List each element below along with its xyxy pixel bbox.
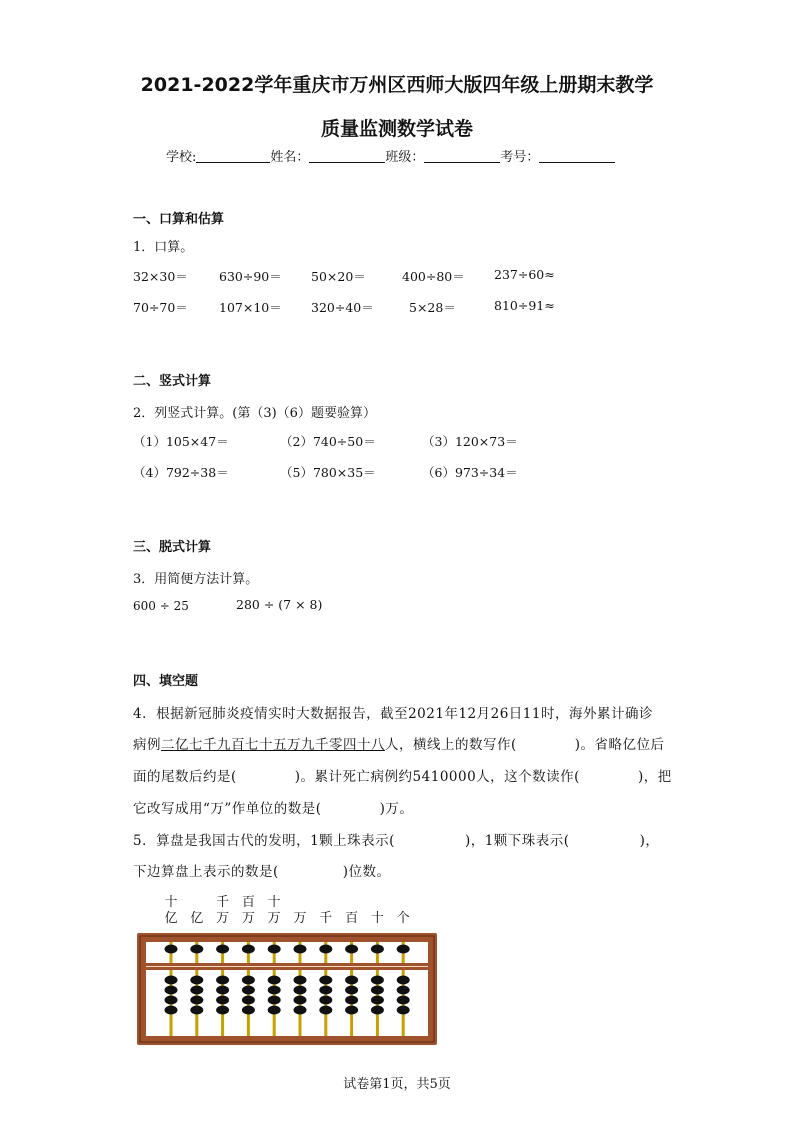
text: )万。 (379, 801, 414, 817)
calc-item: 630÷90＝ (219, 269, 282, 284)
vertical-calc-item: （3）120×73＝ (422, 434, 518, 449)
question-1: 1．口算。 (133, 240, 194, 255)
abacus-upper-bead (345, 945, 358, 954)
section-2-title: 二、竖式计算 (133, 374, 212, 389)
exam-no-label: 考号： (500, 150, 540, 165)
text: 面的尾数后约是( (133, 769, 237, 785)
abacus-lower-bead (242, 996, 255, 1005)
abacus-lower-bead (319, 976, 332, 985)
vertical-calc-item: （4）792÷38＝ (133, 465, 229, 480)
text: )，1颗下珠表示( (464, 833, 570, 849)
section-3-title: 三、脱式计算 (133, 540, 212, 555)
question-4-line-2 (133, 733, 665, 753)
question-5-line-2 (133, 860, 391, 880)
abacus-lower-bead (294, 986, 307, 995)
abacus-lower-bead (397, 1006, 410, 1015)
abacus-label-bottom: 万 (267, 911, 281, 926)
expression-1: 600 ÷ 25 (133, 599, 189, 613)
exam-no-blank[interactable] (539, 149, 615, 163)
calc-item: 237÷60≈ (494, 267, 555, 282)
abacus (133, 895, 443, 1055)
student-info (166, 146, 615, 165)
abacus-lower-bead (165, 976, 178, 985)
underlined-number: 二亿七千九百七十五万九千零四十八 (161, 737, 385, 753)
abacus-label-bottom: 亿 (164, 911, 178, 926)
class-label: 班级： (385, 150, 425, 165)
calc-item: 810÷91≈ (494, 298, 555, 313)
abacus-lower-bead (190, 986, 203, 995)
question-4-line-1: 4．根据新冠肺炎疫情实时大数据报告，截至2021年12月26日11时，海外累计确诊 (133, 706, 653, 722)
abacus-lower-bead (371, 1006, 384, 1015)
abacus-inner (146, 942, 428, 1036)
abacus-lower-bead (397, 996, 410, 1005)
calc-item: 5×28＝ (409, 300, 456, 315)
abacus-upper-bead (319, 945, 332, 954)
abacus-upper-bead (268, 945, 281, 954)
abacus-lower-bead (319, 996, 332, 1005)
abacus-label-bottom: 万 (241, 911, 255, 926)
abacus-lower-bead (165, 986, 178, 995)
abacus-label-bottom: 万 (216, 911, 230, 926)
abacus-lower-bead (319, 986, 332, 995)
text: 病例 (133, 737, 161, 753)
abacus-lower-bead (294, 1006, 307, 1015)
abacus-upper-bead (165, 945, 178, 954)
abacus-lower-bead (268, 986, 281, 995)
section-1-title: 一、口算和估算 (133, 212, 225, 227)
abacus-lower-bead (216, 996, 229, 1005)
vertical-calc-item: （5）780×35＝ (280, 465, 376, 480)
text: 它改写成用“万”作单位的数是( (133, 801, 322, 817)
abacus-lower-bead (165, 996, 178, 1005)
abacus-label-bottom: 十 (370, 911, 384, 926)
abacus-label-top: 千 (216, 895, 230, 910)
question-4-line-3 (133, 765, 672, 785)
abacus-lower-bead (242, 986, 255, 995)
abacus-lower-bead (371, 986, 384, 995)
school-label: 学校: (166, 150, 197, 165)
text: )，把 (637, 769, 672, 785)
abacus-label-top: 十 (267, 895, 281, 910)
name-label: 姓名： (270, 150, 310, 165)
vertical-calc-item: （1）105×47＝ (133, 434, 229, 449)
abacus-lower-bead (216, 976, 229, 985)
vertical-calc-item: （2）740÷50＝ (280, 434, 376, 449)
abacus-figure (133, 895, 443, 1055)
abacus-lower-bead (190, 1006, 203, 1015)
abacus-lower-bead (190, 976, 203, 985)
abacus-lower-bead (268, 976, 281, 985)
calc-item: 32×30＝ (133, 269, 188, 284)
section-4-title: 四、填空题 (133, 674, 199, 689)
abacus-lower-bead (371, 996, 384, 1005)
abacus-label-top: 百 (241, 895, 255, 910)
abacus-lower-bead (345, 976, 358, 985)
calc-item: 70÷70＝ (133, 300, 188, 315)
text: 下边算盘上表示的数是( (133, 864, 279, 880)
abacus-lower-bead (345, 986, 358, 995)
abacus-upper-bead (190, 945, 203, 954)
title-line-2: 质量监测数学试卷 (320, 118, 473, 140)
abacus-upper-bead (371, 945, 384, 954)
abacus-lower-bead (397, 976, 410, 985)
abacus-label-bottom: 万 (293, 911, 307, 926)
abacus-upper-bead (294, 945, 307, 954)
name-blank[interactable] (309, 149, 385, 163)
abacus-label-bottom: 百 (345, 911, 359, 926)
text: )。省略亿位后 (574, 737, 665, 753)
calc-item: 50×20＝ (311, 269, 366, 284)
abacus-lower-bead (345, 1006, 358, 1015)
abacus-lower-bead (165, 1006, 178, 1015)
text: 人，横线上的数写作( (385, 737, 517, 753)
text: )位数。 (342, 864, 391, 880)
class-blank[interactable] (424, 149, 500, 163)
abacus-lower-bead (242, 1006, 255, 1015)
page-footer: 试卷第1页，共5页 (343, 1077, 451, 1092)
text: )。累计死亡病例约5410000人，这个数读作( (294, 769, 580, 785)
text: 5．算盘是我国古代的发明，1颗上珠表示( (133, 833, 395, 849)
abacus-lower-bead (268, 1006, 281, 1015)
question-2: 2．列竖式计算。(第（3)（6）题要验算） (133, 406, 376, 421)
question-5-line-1 (133, 829, 659, 849)
question-4-line-4 (133, 797, 413, 817)
abacus-label-top: 十 (164, 895, 178, 910)
abacus-upper-bead (216, 945, 229, 954)
abacus-lower-bead (397, 986, 410, 995)
abacus-lower-bead (371, 976, 384, 985)
calc-item: 320÷40＝ (311, 300, 374, 315)
school-blank[interactable] (196, 149, 270, 163)
abacus-label-bottom: 个 (396, 911, 410, 926)
expression-2: 280 ÷ (7 × 8) (236, 597, 323, 612)
abacus-lower-bead (319, 1006, 332, 1015)
abacus-lower-bead (216, 986, 229, 995)
vertical-calc-item: （6）973÷34＝ (422, 465, 518, 480)
abacus-lower-bead (345, 996, 358, 1005)
abacus-lower-bead (190, 996, 203, 1005)
abacus-lower-bead (294, 976, 307, 985)
calc-item: 400÷80＝ (402, 269, 465, 284)
title-line-1: 2021-2022学年重庆市万州区西师大版四年级上册期末教学 (140, 74, 654, 96)
abacus-lower-bead (268, 996, 281, 1005)
question-3: 3．用简便方法计算。 (133, 572, 259, 587)
calc-item: 107×10＝ (219, 300, 282, 315)
abacus-lower-bead (242, 976, 255, 985)
abacus-lower-bead (294, 996, 307, 1005)
abacus-label-bottom: 千 (319, 911, 333, 926)
abacus-label-bottom: 亿 (190, 911, 204, 926)
abacus-upper-bead (242, 945, 255, 954)
text: )， (639, 833, 660, 849)
abacus-upper-bead (397, 945, 410, 954)
abacus-lower-bead (216, 1006, 229, 1015)
